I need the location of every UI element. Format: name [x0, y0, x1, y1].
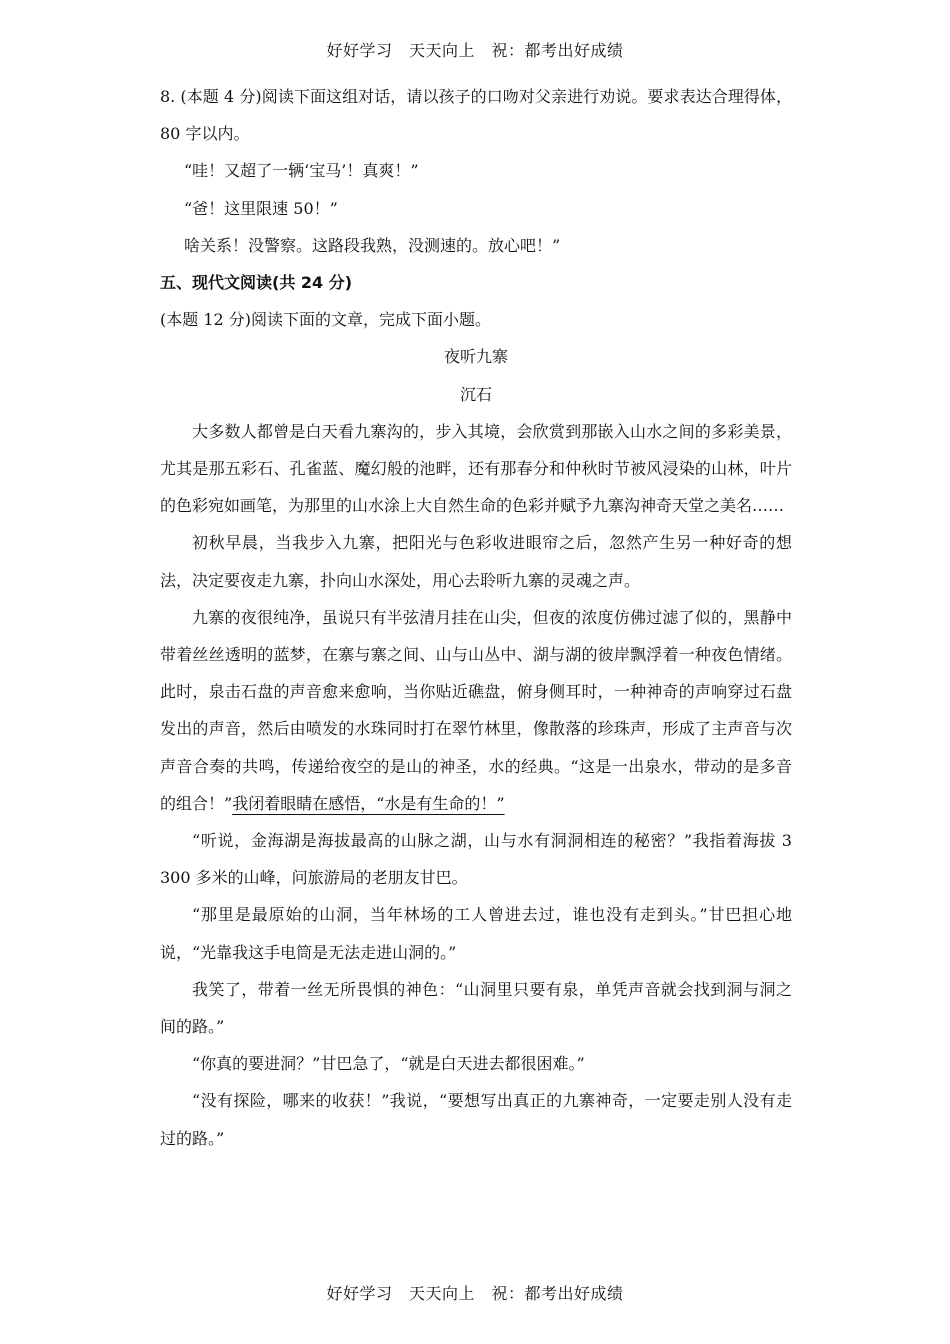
page-content [160, 78, 792, 1157]
section-heading: 五、现代文阅读(共 24 分) [160, 273, 353, 293]
dialogue-line-1: “哇！又超了一辆‘宝马’！真爽！” [184, 161, 419, 181]
article-paragraph-6: 我笑了，带着一丝无所畏惧的神色：“山洞里只要有泉，单凭声音就会找到洞与洞之间的路。” [160, 979, 792, 1037]
article-paragraph-2: 初秋早晨，当我步入九寨，把阳光与色彩收进眼帘之后，忽然产生另一种好奇的想法，决定要夜走九寨，扑向山水深处，用心去聆听九寨的灵魂之声。 [160, 533, 792, 590]
article-title: 夜听九寨 [443, 347, 508, 367]
article-paragraph-7: “你真的要进洞？”甘巴急了，“就是白天进去都很困难。” [192, 1054, 585, 1074]
article-paragraph-8: “没有探险，哪来的收获！”我说，“要想写出真正的九寨神奇，一定要走别人没有走过的路。” [160, 1091, 792, 1148]
page-footer: 好好学习 天天向上 祝：都考出好成绩 [326, 1284, 624, 1303]
article-author: 沉石 [459, 384, 492, 404]
dialogue-line-2: “爸！这里限速 50！” [184, 198, 338, 218]
question-8-prompt: 8. (本题 4 分)阅读下面这组对话，请以孩子的口吻对父亲进行劝说。要求表达合理得体，80 字以内。 [160, 87, 792, 144]
paragraph-3-text: 九寨的夜很纯净，虽说只有半弦清月挂在山尖，但夜的浓度仿佛过滤了似的，黑静中带着丝丝透明的蓝梦，在寨与寨之间、山与山丛中、湖与湖的彼岸飘浮着一种夜色情绪。此时，泉击石盘的声音愈来愈响，当你贴近礁盘，俯身侧耳时，一种神奇的声响穿过石盘发出的声音，然后由喷发的水珠同时打在翠竹林里，像散落的珍珠声，形成了主声音与次声音合奏的共鸣，传递给夜空的是山的神圣，水的经典。“这是一出泉水，带动的是多音的组合！” [160, 607, 792, 813]
article-paragraph-3 [160, 599, 792, 822]
underlined-sentence: 我闭着眼睛在感悟，“水是有生命的！” [232, 793, 505, 813]
article-paragraph-4: “听说，金海湖是海拔最高的山脉之湖，山与水有洞洞相连的秘密？”我指着海拔 3 300 多米的山峰，问旅游局的老朋友甘巴。 [160, 831, 792, 888]
dialogue-line-3: 啥关系！没警察。这路段我熟，没测速的。放心吧！” [184, 235, 561, 255]
section-instruction: (本题 12 分)阅读下面的文章，完成下面小题。 [160, 310, 492, 330]
page-header: 好好学习 天天向上 祝：都考出好成绩 [326, 41, 624, 60]
article-paragraph-5: “那里是最原始的山洞，当年林场的工人曾进去过，谁也没有走到头。”甘巴担心地说，“光靠我这手电筒是无法走进山洞的。” [160, 905, 792, 962]
article-paragraph-1: 大多数人都曾是白天看九寨沟的，步入其境，会欣赏到那嵌入山水之间的多彩美景，尤其是那五彩石、孔雀蓝、魔幻般的池畔，还有那春分和仲秋时节被风浸染的山林，叶片的色彩宛如画笔，为那里的山水涂上大自然生命的色彩并赋予九寨沟神奇天堂之美名…… [160, 421, 792, 516]
